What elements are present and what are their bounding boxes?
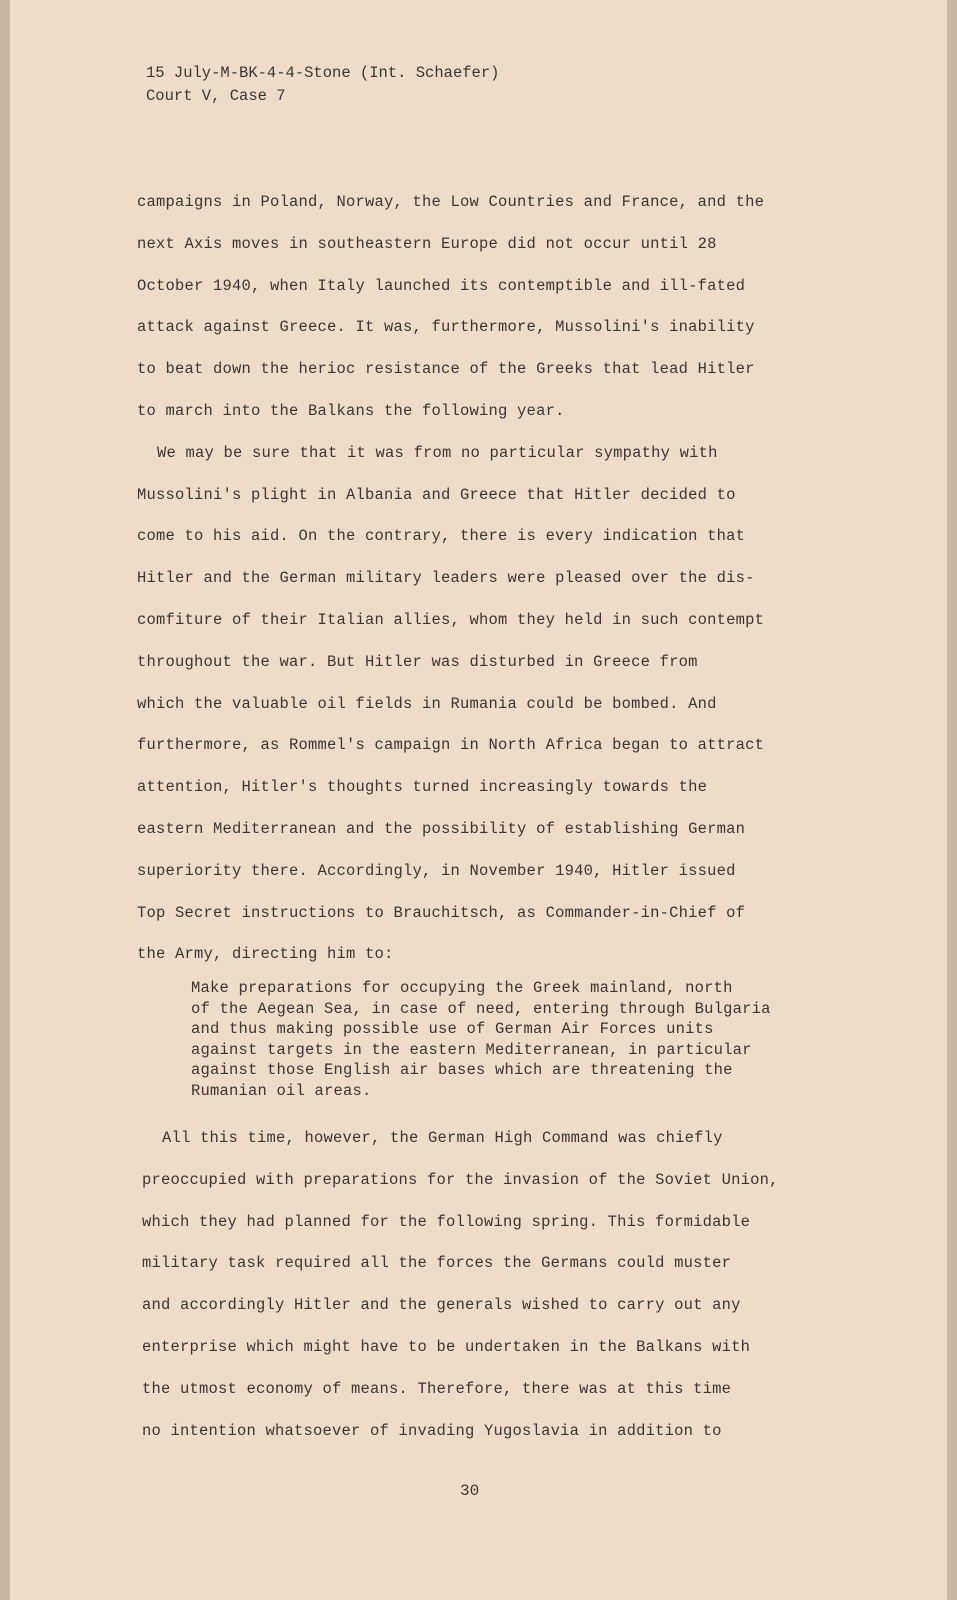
body-line: the Army, directing him to: <box>137 945 394 964</box>
body-line: come to his aid. On the contrary, there is every indication that <box>137 527 746 546</box>
body-text-upper <box>137 182 837 976</box>
quote-line: of the Aegean Sea, in case of need, entering through Bulgaria <box>191 999 771 1018</box>
block-quote <box>191 978 841 1101</box>
body-line: attack against Greece. It was, furthermore, Mussolini's inability <box>137 318 755 337</box>
body-line: furthermore, as Rommel's campaign in North Africa began to attract <box>137 736 765 755</box>
header <box>146 62 499 108</box>
body-line: the utmost economy of means. Therefore, there was at this time <box>142 1379 732 1398</box>
body-line: attention, Hitler's thoughts turned increasingly towards the <box>137 778 708 797</box>
body-line: to beat down the herioc resistance of the Greeks that lead Hitler <box>137 360 755 379</box>
body-line: next Axis moves in southeastern Europe did not occur until 28 <box>137 234 717 253</box>
header-line-1: 15 July-M-BK-4-4-Stone (Int. Schaefer) <box>146 64 500 82</box>
quote-line: Rumanian oil areas. <box>191 1081 372 1100</box>
body-text-lower <box>142 1118 862 1452</box>
body-line: military task required all the forces the Germans could muster <box>142 1254 732 1273</box>
body-line: Mussolini's plight in Albania and Greece that Hitler decided to <box>137 485 736 504</box>
body-line: Top Secret instructions to Brauchitsch, as Commander-in-Chief of <box>137 903 746 922</box>
body-line: We may be sure that it was from no particular sympathy with <box>157 443 718 462</box>
body-line: and accordingly Hitler and the generals wished to carry out any <box>142 1296 741 1315</box>
body-line: eastern Mediterranean and the possibility of establishing German <box>137 819 746 838</box>
body-line: October 1940, when Italy launched its contemptible and ill-fated <box>137 276 746 295</box>
body-line: no intention whatsoever of invading Yugoslavia in addition to <box>142 1421 722 1440</box>
quote-line: Make preparations for occupying the Greek mainland, north <box>191 979 733 997</box>
body-line: superiority there. Accordingly, in November 1940, Hitler issued <box>137 861 736 880</box>
body-line: preoccupied with preparations for the invasion of the Soviet Union, <box>142 1170 779 1189</box>
quote-line: against those English air bases which are threatening the <box>191 1061 733 1079</box>
body-line: throughout the war. But Hitler was disturbed in Greece from <box>137 652 698 671</box>
body-line: which they had planned for the following spring. This formidable <box>142 1212 751 1231</box>
page-number: 30 <box>460 1482 480 1500</box>
body-line: All this time, however, the German High Command was chiefly <box>162 1129 723 1147</box>
body-line: to march into the Balkans the following year. <box>137 401 565 420</box>
body-line: comfiture of their Italian allies, whom they held in such contempt <box>137 610 765 629</box>
body-line: enterprise which might have to be undertaken in the Balkans with <box>142 1337 751 1356</box>
quote-line: and thus making possible use of German Air Forces units <box>191 1020 714 1038</box>
body-line: Hitler and the German military leaders were pleased over the dis- <box>137 569 755 588</box>
body-line: which the valuable oil fields in Rumania could be bombed. And <box>137 694 717 713</box>
header-line-2: Court V, Case 7 <box>146 87 286 105</box>
body-line: campaigns in Poland, Norway, the Low Countries and France, and the <box>137 193 765 211</box>
quote-line: against targets in the eastern Mediterranean, in particular <box>191 1040 752 1059</box>
